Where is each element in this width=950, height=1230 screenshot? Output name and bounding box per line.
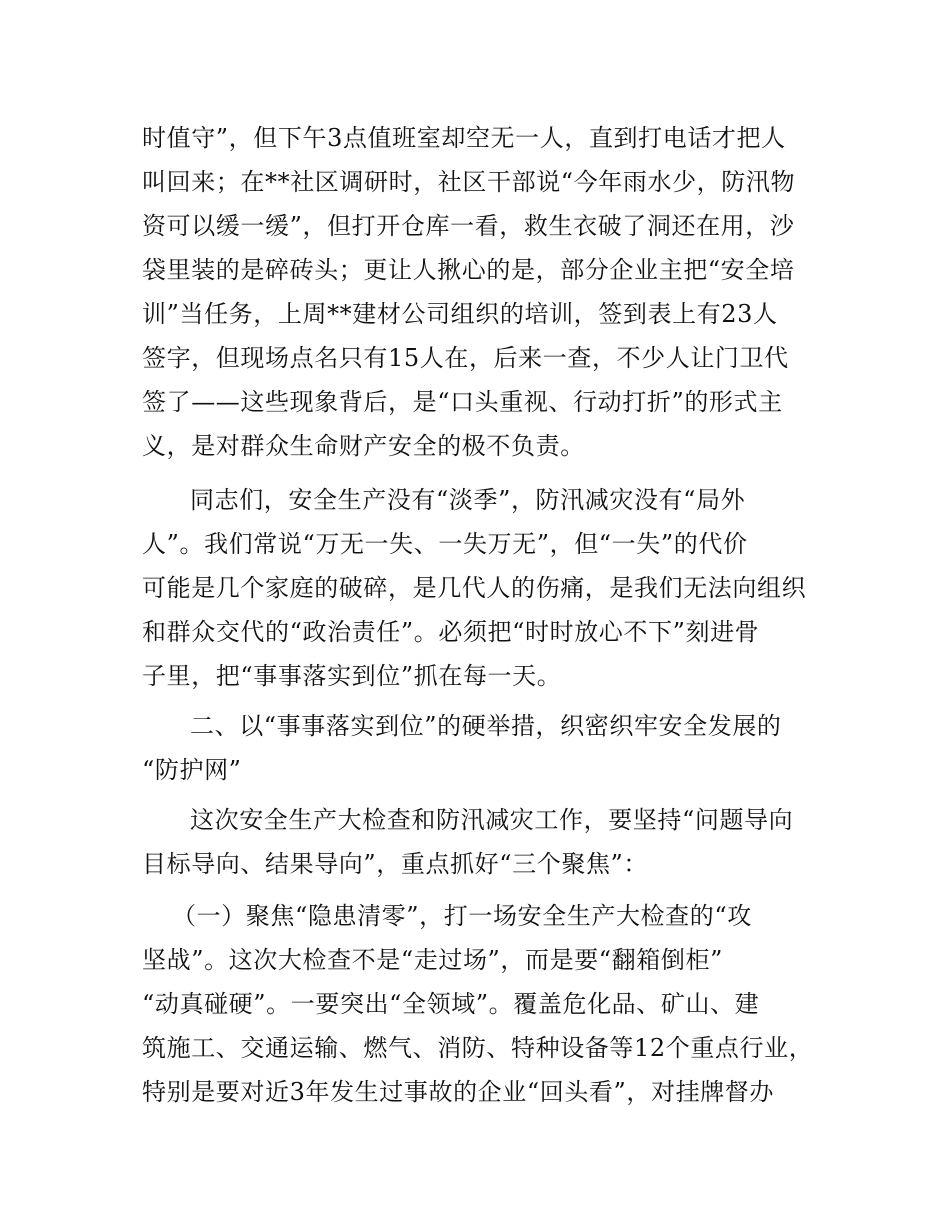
text-line: 时值守”，但下午3点值班室却空无一人，直到打电话才把人 (142, 124, 786, 152)
paragraph-start: 这次安全生产大检查和防汛减灾工作，要坚持“问题导向 (190, 806, 794, 834)
text-line: 可能是几个家庭的破碎，是几代人的伤痛，是我们无法向组织 (142, 574, 807, 602)
text-line: 特别是要对近3年发生过事故的企业“回头看”，对挂牌督办 (142, 1078, 775, 1106)
text-line: 叫回来；在**社区调研时，社区干部说“今年雨水少，防汛物 (142, 168, 796, 196)
text-line: 和群众交代的“政治责任”。必须把“时时放心不下”刻进骨 (142, 618, 760, 646)
section-heading: 二、以“事事落实到位”的硬举措，织密织牢安全发展的 (190, 712, 782, 740)
text-line: “动真碰硬”。一要突出“全领域”。覆盖危化品、矿山、建 (142, 990, 760, 1018)
section-heading-continued: “防护网” (142, 756, 242, 784)
text-line: 签字，但现场点名只有15人在，后来一查，不少人让门卫代 (142, 344, 789, 372)
subsection-heading: （一）聚焦“隐患清零”，打一场安全生产大检查的“攻 (172, 902, 752, 930)
text-line: 签了——这些现象背后，是“口头重视、行动打折”的形式主 (142, 388, 783, 416)
text-line: 筑施工、交通运输、燃气、消防、特种设备等12个重点行业， (142, 1034, 814, 1062)
text-line: 坚战”。这次大检查不是“走过场”，而是要“翻箱倒柜” (142, 946, 723, 974)
text-line: 子里，把“事事落实到位”抓在每一天。 (142, 662, 562, 690)
text-line: 训”当任务，上周**建材公司组织的培训，签到表上有23人 (142, 300, 778, 328)
text-line: 人”。我们常说“万无一失、一失万无”，但“一失”的代价 (142, 530, 748, 558)
text-line: 义，是对群众生命财产安全的极不负责。 (142, 432, 585, 460)
paragraph-start: 同志们，安全生产没有“淡季”，防汛减灾没有“局外 (190, 486, 746, 514)
text-line: 目标导向、结果导向”，重点抓好“三个聚焦”： (142, 850, 649, 878)
text-line: 资可以缓一缓”，但打开仓库一看，救生衣破了洞还在用，沙 (142, 212, 795, 240)
text-line: 袋里装的是碎砖头；更让人揪心的是，部分企业主把“安全培 (142, 256, 795, 284)
